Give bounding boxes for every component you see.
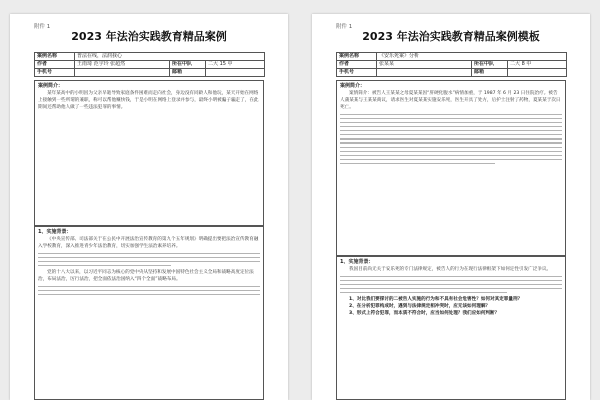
question-1: 1、对比我们要探讨的二被告人实施的行为和不具有社会危害性？如何对其定罪量刑？ xyxy=(349,297,523,303)
text-line xyxy=(38,253,260,254)
case-name-value[interactable]: 《安乐死案》分析 xyxy=(377,53,567,61)
phone-value[interactable] xyxy=(75,69,170,77)
background-text: 我国目前尚无关于安乐死的专门法律规定，被告人的行为在现行法律框架下如何定性引发广泛争议。 xyxy=(349,267,552,272)
background-text-2: 党的十八大以来，以习近平同志为核心的党中央从坚持和发展中国特色社会主义全局和战略高度定位法治，布局法治，厉行法治，把全面依法治国纳入“四个全面”战略布局。 xyxy=(38,270,254,283)
text-line xyxy=(38,265,171,266)
text-line xyxy=(340,284,562,285)
text-line xyxy=(340,276,562,277)
background-section xyxy=(336,256,566,400)
author-label: 作者 xyxy=(337,61,377,69)
text-line xyxy=(340,292,507,293)
text-line xyxy=(340,151,562,152)
text-line xyxy=(340,126,562,127)
question-2: 2、在分析犯罪构成时，遇到与法律规定相冲突时，应无该如何理解？ xyxy=(349,304,491,310)
case-name-label: 案例名称 xyxy=(35,53,75,61)
text-line xyxy=(340,142,562,143)
case-intro-text: 某年某高中的小明因为父亲早逝导致家庭条件困难而走向社会，身边没有同龄人和他玩，某天开始在网络上接触到一些所谓的兼职，称可以帮他赚快钱，于是小明在网络上登录并参与，最终小明被骗子骗走了，在此期间还帮助他人做了一些违法犯罪的事情。 xyxy=(38,91,259,110)
case-intro-section xyxy=(336,80,566,256)
text-line xyxy=(38,257,260,258)
text-line xyxy=(340,288,562,289)
phone-label: 手机号 xyxy=(35,69,75,77)
question-3: 3、形式上符合犯罪，而本质不符合时，应当如何处理？我们应如何判断？ xyxy=(349,311,500,317)
document-page-left xyxy=(10,14,288,400)
background-section xyxy=(34,226,264,400)
text-line xyxy=(340,138,562,139)
background-heading: 1、实施背景： xyxy=(38,229,72,235)
phone-label: 手机号 xyxy=(337,69,377,77)
email-label: 邮箱 xyxy=(472,69,508,77)
author-label: 作者 xyxy=(35,61,75,69)
text-line xyxy=(38,290,260,291)
case-intro-heading: 案例简介： xyxy=(38,83,64,89)
author-value[interactable]: 王雨琦 范宇玲 张超然 xyxy=(75,61,170,69)
school-label: 所在中队 xyxy=(170,61,206,69)
author-value[interactable]: 张某某 xyxy=(377,61,472,69)
case-intro-text: 案情简介：被告人王某某之母夏某某因“肝硬化腹水”病情加重，于 1987 年 6 月 23 日住院治疗。被告人蒲某某与王某某商议，请求医生对夏某某实施安乐死，医生开具了处方，后护士注射了药物，夏某某于次日死亡。 xyxy=(340,91,561,110)
text-line xyxy=(340,155,562,156)
text-line xyxy=(340,122,562,123)
school-value[interactable]: 二大 15 中 xyxy=(206,61,265,69)
case-name-label: 案例名称 xyxy=(337,53,377,61)
text-line xyxy=(340,134,562,135)
text-line xyxy=(340,114,562,115)
case-intro-heading: 案例简介： xyxy=(340,83,366,89)
text-line xyxy=(340,118,562,119)
text-line xyxy=(340,159,562,160)
school-label: 所在中队 xyxy=(472,61,508,69)
attachment-label: 附件 1 xyxy=(336,24,353,30)
phone-value[interactable] xyxy=(377,69,472,77)
document-page-right xyxy=(312,14,590,400)
email-value[interactable] xyxy=(508,69,567,77)
text-line xyxy=(38,261,260,262)
case-info-table xyxy=(34,52,265,77)
email-value[interactable] xyxy=(206,69,265,77)
background-text-1: 《中央宣传部、司法部关于在公民中开展法治宣传教育的第九个五年规划》明确提出要把法治宣传教育融入学校教育，深入推进青少年法治教育，切实加强学生法治素养培养。 xyxy=(38,237,259,249)
email-label: 邮箱 xyxy=(170,69,206,77)
document-title: 2023 年法治实践教育精品案例模板 xyxy=(362,30,540,43)
case-intro-section xyxy=(34,80,264,226)
attachment-label: 附件 1 xyxy=(34,24,51,30)
text-line xyxy=(38,294,260,295)
text-line xyxy=(38,286,260,287)
text-line xyxy=(340,130,562,131)
text-line xyxy=(340,163,495,164)
text-line xyxy=(340,280,562,281)
case-name-value[interactable]: 普法在线，法润我心 xyxy=(75,53,265,61)
document-title: 2023 年法治实践教育精品案例 xyxy=(71,30,227,43)
text-line xyxy=(340,147,562,148)
school-value[interactable]: 二大 8 中 xyxy=(508,61,567,69)
background-heading: 1、实施背景： xyxy=(340,259,374,265)
case-info-table xyxy=(336,52,567,77)
